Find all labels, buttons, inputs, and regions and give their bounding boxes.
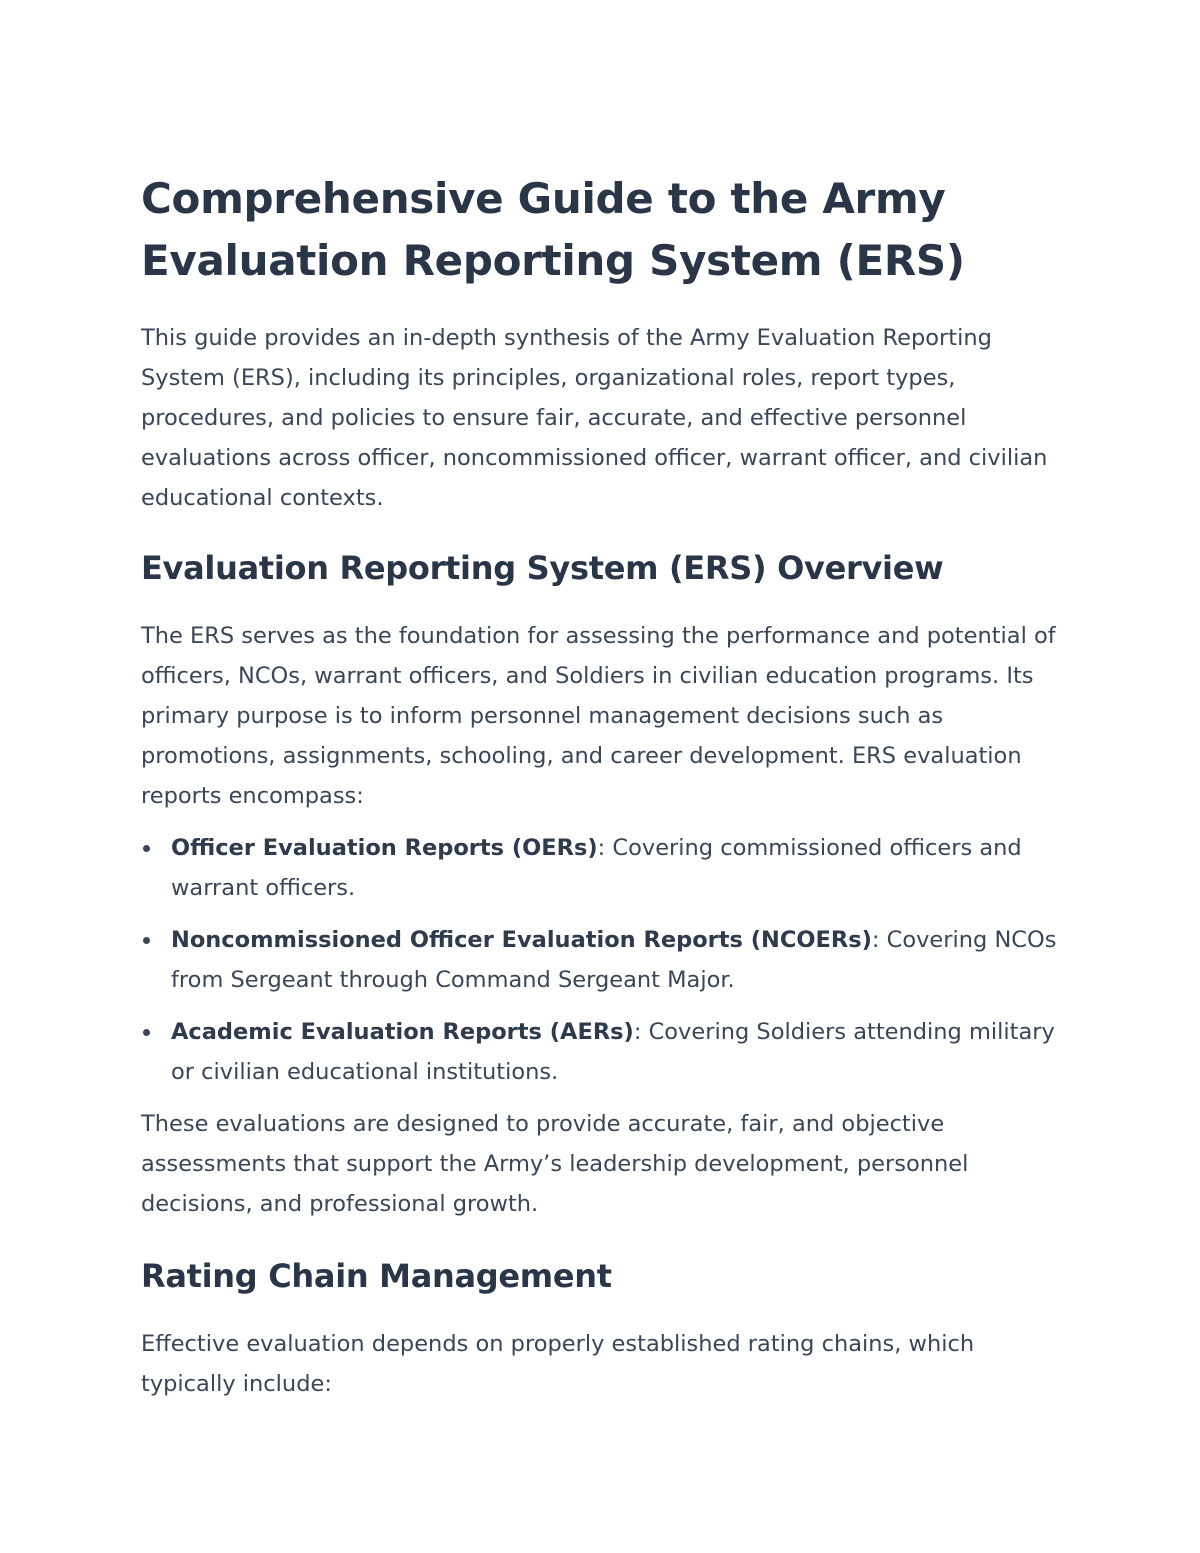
rating-chain-paragraph: Effective evaluation depends on properly established rating chains, which typically include: xyxy=(141,1331,975,1397)
report-types-list xyxy=(141,828,1066,1092)
list-item-term: Noncommissioned Officer Evaluation Reports (NCOERs) xyxy=(171,927,872,953)
overview-paragraph: The ERS serves as the foundation for assessing the performance and potential of officers, NCOs, warrant officers, and Soldiers in civilian education programs. Its primary purpose is to inform personnel management decisions such as promotions, assignments, schooling, and career development. ERS evaluation reports encompass: xyxy=(141,623,1056,809)
intro-paragraph: This guide provides an in-depth synthesis of the Army Evaluation Reporting System (ERS), including its principles, organizational roles, report types, procedures, and policies to ensure fair, accurate, and effective personnel evaluations across officer, noncommissioned officer, warrant officer, and civilian educational contexts. xyxy=(141,325,1048,511)
page-title: Comprehensive Guide to the Army Evaluation Reporting System (ERS) xyxy=(141,174,965,285)
list-item-term: Officer Evaluation Reports (OERs) xyxy=(171,835,598,861)
bullet-icon xyxy=(143,937,150,944)
list-item xyxy=(141,828,1066,908)
overview-closing-paragraph: These evaluations are designed to provide accurate, fair, and objective assessments that support the Army’s leadership development, personnel decisions, and professional growth. xyxy=(141,1111,969,1217)
list-item-text: : Covering commissioned officers and warrant officers. xyxy=(171,835,1022,901)
section-heading-rating-chain: Rating Chain Management xyxy=(141,1257,612,1295)
list-item-text: : Covering NCOs from Sergeant through Command Sergeant Major. xyxy=(171,927,1057,993)
list-item-term: Academic Evaluation Reports (AERs) xyxy=(171,1019,634,1045)
list-item-text: : Covering Soldiers attending military or civilian educational institutions. xyxy=(171,1019,1055,1085)
bullet-icon xyxy=(143,1029,150,1036)
document-page xyxy=(141,168,1066,1404)
section-heading-overview: Evaluation Reporting System (ERS) Overview xyxy=(141,549,944,587)
bullet-icon xyxy=(143,845,150,852)
list-item xyxy=(141,1012,1066,1092)
list-item xyxy=(141,920,1066,1000)
